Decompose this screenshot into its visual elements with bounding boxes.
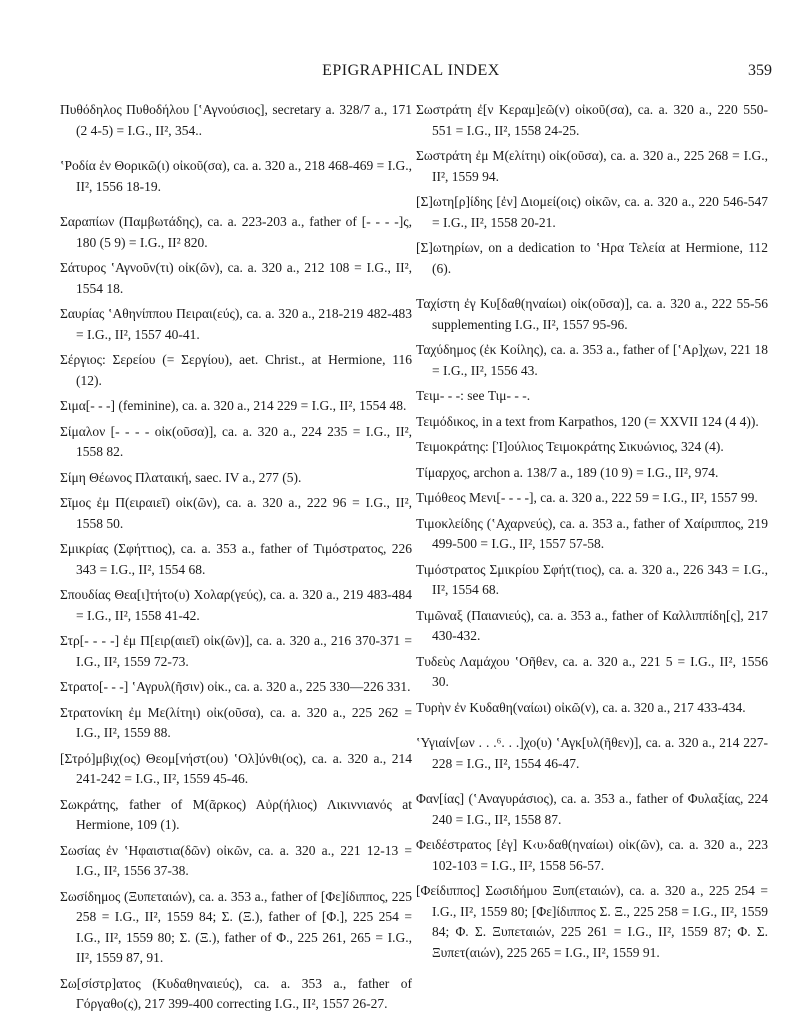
index-entry: [Σ]ωτη[ρ]ίδης [ἐν] Διομεί(οις) οἰκῶν, ca. a. 320 a., 220 546-547 = I.G., II², 1558 20-21. bbox=[416, 194, 768, 230]
index-entry: Τειμοκράτης: [Ἰ]ούλιος Τειμοκράτης Σικυώνιος, 324 (4). bbox=[416, 439, 724, 454]
index-entry: Σωσίας ἐν ʽΗφαιστια(δῶν) οἰκῶν, ca. a. 320 a., 221 12-13 = I.G., II², 1556 37-38. bbox=[60, 842, 412, 878]
index-entry: Σαραπίων (Παμβωτάδης), ca. a. 223-203 a., father of [- - - -]ς, 180 (5 9) = I.G., II² 820. bbox=[60, 214, 412, 250]
index-entry: Τιμῶναξ (Παιανιεύς), ca. a. 353 a., father of Καλλιππίδη[ς], 217 430-432. bbox=[416, 607, 768, 643]
running-head bbox=[50, 62, 772, 84]
index-entry: Σίμη Θέωνος Πλαταική, saec. IV a., 277 (5). bbox=[60, 469, 302, 485]
index-entry: Στρ[- - - -] ἐμ Π[ειρ(αιεῖ) οἰκ(ῶν)], ca. a. 320 a., 216 370-371 = I.G., II², 1559 72-73. bbox=[60, 633, 412, 669]
right-column bbox=[416, 100, 768, 968]
index-entry: [Στρό]μβιχ(ος) Θεομ[νήστ(ου) ʽΟλ]ύνθι(ος), ca. a. 320 a., 214 241-242 = I.G., II², 1559 45-46. bbox=[60, 750, 412, 786]
index-entry: Στρατονίκη ἐμ Με(λίτηι) οἰκ(οῦσα), ca. a. 320 a., 225 262 = I.G., II², 1559 88. bbox=[60, 704, 412, 740]
index-entry: Σω[σίστρ]ατος (Κυδαθηναιεύς), ca. a. 353 a., father of Γόργαθο(ς), 217 399-400 correcting I.G., II², 1557 26-27. bbox=[60, 975, 412, 1011]
index-entry: Σωστράτη ἐμ Μ(ελίτηι) οἰκ(οῦσα), ca. a. 320 a., 225 268 = I.G., II², 1559 94. bbox=[416, 148, 768, 184]
index-entry: Σιμα[- - -] (feminine), ca. a. 320 a., 214 229 = I.G., II², 1554 48. bbox=[60, 398, 407, 413]
index-entry: Σαυρίας ʽΑθηνίππου Πειραι(εύς), ca. a. 320 a., 218-219 482-483 = I.G., II², 1557 40-41. bbox=[60, 306, 412, 342]
index-entry: Τυρὴν ἐν Κυδαθη(ναίωι) οἰκῶ(ν), ca. a. 320 a., 217 433-434. bbox=[416, 699, 746, 715]
index-entry: Σωσίδημος (Ξυπεταιών), ca. a. 353 a., father of [Φε]ίδιππος, 225 258 = I.G., II², 1559 84; Σ. (Ξ.), father of [Φ.], 225 254 = I.G., II², 1559 80; Σ. (Ξ.), father of Φ., 225 261, 265 = I.G., II², 1559 87, 91. bbox=[60, 888, 412, 965]
index-entry: ʽΥγιαίν[ων . . .⁶. . .]χο(υ) ʽΑγκ[υλ(ῆθεν)], ca. a. 320 a., 214 227-228 = I.G., II², 1554 46-47. bbox=[416, 735, 768, 771]
index-entry: Σῖμος ἐμ Π(ειραιεῖ) οἰκ(ῶν), ca. a. 320 a., 222 96 = I.G., II², 1558 50. bbox=[60, 495, 412, 531]
index-entry: Ταχύδημος (ἐκ Κοίλης), ca. a. 353 a., father of [ʽΑρ]χων, 221 18 = I.G., II², 1556 43. bbox=[416, 342, 768, 378]
index-entry: Τειμόδικος, in a text from Karpathos, 120 (= XXVII 124 (4 4)). bbox=[416, 413, 759, 429]
index-entry: Στρατο[- - -] ʽΑγρυλ(ῆσιν) οἰκ., ca. a. 320 a., 225 330—226 331. bbox=[60, 679, 411, 694]
index-entry: Σέργιος: Σερείου (= Σεργίου), aet. Christ., at Hermione, 116 (12). bbox=[60, 352, 412, 388]
index-entry: Σπουδίας Θεα[ι]τήτο(υ) Χολαρ(γεύς), ca. a. 320 a., 219 483-484 = I.G., II², 1558 41-42. bbox=[60, 587, 412, 623]
index-entry: Πυθόδηλος Πυθοδήλου [ʽΑγνούσιος], secretary a. 328/7 a., 171 (2 4-5) = I.G., II², 354.. bbox=[60, 102, 412, 138]
index-entry: Σωστράτη ἐ[ν Κεραμ]εῶ(ν) οἰκοῦ(σα), ca. a. 320 a., 220 550-551 = I.G., II², 1558 24-25. bbox=[416, 102, 768, 138]
index-entry: Σίμαλον [- - - - οἰκ(οῦσα)], ca. a. 320 a., 224 235 = I.G., II², 1558 82. bbox=[60, 423, 412, 459]
index-entry: ʽΡοδία ἐν Θορικῶ(ι) οἰκοῦ(σα), ca. a. 320 a., 218 468-469 = I.G., II², 1556 18-19. bbox=[60, 158, 412, 194]
index-entry: Σμικρίας (Σφήττιος), ca. a. 353 a., father of Τιμόστρατος, 226 343 = I.G., II², 1554 68. bbox=[60, 541, 412, 577]
index-entry: [Σ]ωτηρίων, on a dedication to ʽΗρα Τελεία at Hermione, 112 (6). bbox=[416, 240, 768, 276]
index-entry: Φαν[ίας] (ʽΑναγυράσιος), ca. a. 353 a., father of Φυλαξίας, 224 240 = I.G., II², 1558 87. bbox=[416, 791, 768, 827]
index-entry: Τιμόστρατος Σμικρίου Σφήτ(τιος), ca. a. 320 a., 226 343 = I.G., II², 1554 68. bbox=[416, 561, 768, 597]
index-entry: Τιμοκλείδης (ʽΑχαρνεύς), ca. a. 353 a., father of Χαίριππος, 219 499-500 = I.G., II², 1557 57-58. bbox=[416, 515, 768, 551]
index-entry: [Φείδιππος] Σωσιδήμου Ξυπ(εταιών), ca. a. 320 a., 225 254 = I.G., II², 1559 80; [Φε]ίδιππος Σ. Ξ., 225 258 = I.G., II², 1559 84; Φ. Σ. Ξυπεταιών, 225 261 = I.G., II², 1559 87; Φ. Σ. Ξυπετ(αιών), 225 265 = I.G., II², 1559 91. bbox=[416, 883, 768, 960]
running-title: EPIGRAPHICAL INDEX bbox=[322, 62, 500, 79]
index-entry: Τειμ- - -: see Τιμ- - -. bbox=[416, 388, 531, 403]
index-entry: Σωκράτης, father of Μ(ᾶρκος) Αὐρ(ήλιος) Λικιννιανός at Hermione, 109 (1). bbox=[60, 796, 412, 832]
index-entry: Τίμαρχος, archon a. 138/7 a., 189 (10 9) = I.G., II², 974. bbox=[416, 464, 719, 480]
index-entry: Σάτυρος ʽΑγνοῦν(τι) οἰκ(ῶν), ca. a. 320 a., 212 108 = I.G., II², 1554 18. bbox=[60, 260, 412, 296]
index-entry: Τιμόθεος Μενι[- - - -], ca. a. 320 a., 222 59 = I.G., II², 1557 99. bbox=[416, 490, 758, 505]
page-number: 359 bbox=[748, 62, 772, 79]
index-entry: Φειδέστρατος [ἐγ] Κ‹υ›δαθ(ηναίωι) οἰκ(ῶν), ca. a. 320 a., 223 102-103 = I.G., II², 1558 56-57. bbox=[416, 837, 768, 873]
index-entry: Τυδεὺς Λαμάχου ʽΟῆθεν, ca. a. 320 a., 221 5 = I.G., II², 1556 30. bbox=[416, 653, 768, 689]
left-column bbox=[60, 100, 412, 1020]
index-entry: Ταχίστη ἐγ Κυ[δαθ(ηναίωι) οἰκ(οῦσα)], ca. a. 320 a., 222 55-56 supplementing I.G., II², 1557 95-96. bbox=[416, 296, 768, 332]
